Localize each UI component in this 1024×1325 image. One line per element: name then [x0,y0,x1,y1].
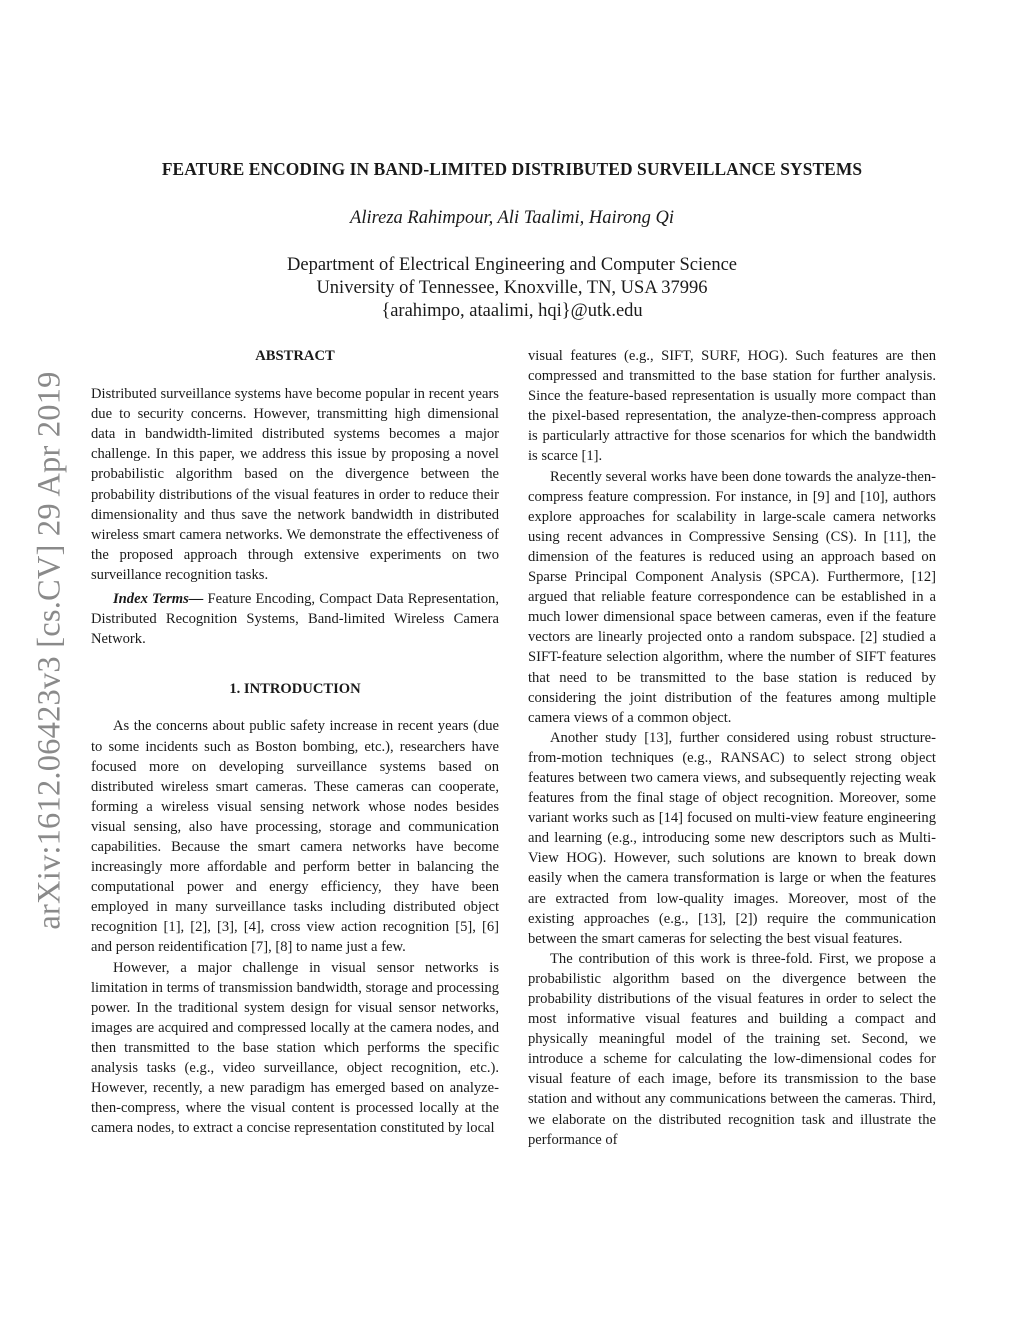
index-terms-label: Index Terms— [113,591,204,608]
affiliation-department: Department of Electrical Engineering and Computer Science [287,255,737,275]
affiliation-emails: {arahimpo, ataalimi, hqi}@utk.edu [381,301,643,321]
introduction-heading: 1. INTRODUCTION [229,681,361,698]
right-paragraph-2: Recently several works have been done towards the analyze-then-compress feature compression. For instance, in [9] and [10], authors explore approaches for scalability in large-scale camera networks using recent advances in Compressive Sensing (CS). In [11], the dimension of the features is reduced using an approach based on Sparse Principal Component Analysis (SPCA). Furthermore, [12] argued that reliable feature correspondence can be established in a much lower dimensional space between cameras, even if the feature vectors are linearly projected onto a random subspace. [2] studied a SIFT-feature selection algorithm, where the number of SIFT features that need to be transmitted to the base station is reduced by considering the joint distribution of the features among multiple camera views of a common object. [528,468,936,726]
right-paragraph-1: visual features (e.g., SIFT, SURF, HOG). Such features are then compressed and transmitted to the base station for further analysis. Since the feature-based representation is usually more compact than the pixel-based representation, the analyze-then-compress approach is particularly attractive for those scenarios for which the bandwidth is scarce [1]. [528,348,936,465]
right-column [528,346,936,1150]
left-column [91,346,499,1138]
abstract-text: Distributed surveillance systems have become popular in recent years due to security concerns. However, transmitting high dimensional data in bandwidth-limited distributed systems becomes a major challenge. In this paper, we address this issue by proposing a novel probabilistic algorithm based on the divergence between the probability distributions of the visual features in order to reduce their dimensionality and thus save the network bandwidth in distributed wireless smart camera networks. We demonstrate the effectiveness of the proposed approach through extensive experiments on two surveillance recognition tasks. [91,386,499,583]
affiliation-block [0,254,1024,323]
arxiv-identifier-stamp [30,350,70,950]
paper-title: FEATURE ENCODING IN BAND-LIMITED DISTRIBUTED SURVEILLANCE SYSTEMS [161,159,863,179]
intro-paragraph-1: As the concerns about public safety increase in recent years (due to some incidents such as Boston bombing, etc.), researchers have focused more on developing surveillance systems based on distributed wireless smart cameras. These cameras can cooperate, forming a wireless visual sensing network whose nodes besides visual sensing, also have processing, storage and communication capabilities. Because the smart camera networks have become increasingly more affordable and perform better in balancing the computational power and energy efficiency, they have been employed in many surveillance tasks including distributed object recognition [1], [2], [3], [4], cross view action recognition [5], [6] and person reidentification [7], [8] to name just a few. [91,718,499,956]
intro-paragraph-2: However, a major challenge in visual sensor networks is limitation in terms of transmission bandwidth, storage and processing power. In the traditional system design for visual sensor networks, images are acquired and compressed locally at the camera nodes, and then transmitted to the base station which performs the specific analysis tasks (e.g., video surveillance, object recognition, etc.). However, recently, a new paradigm has emerged based on analyze-then-compress, where the visual content is processed locally at the camera nodes, to extract a concise representation constituted by local [91,959,499,1137]
index-terms-text: Feature Encoding, Compact Data Representation, Distributed Recognition Systems, Band-limited Wireless Camera Network. [91,591,499,648]
affiliation-university: University of Tennessee, Knoxville, TN, USA 37996 [316,278,708,298]
right-paragraph-3: Another study [13], further considered using robust structure-from-motion techniques (e.g., RANSAC) to select strong object features between two camera views, and subsequently rejecting weak features from the final stage of object recognition. Moreover, some variant works such as [14] focused on multi-view feature engineering and learning (e.g., introducing some new descriptors such as Multi-View HOG). However, such solutions are known to break down easily when the camera transformation is large or when the features are extracted from low-quality images. Moreover, most of the existing approaches (e.g., [13], [2]) require the communication between the smart cameras for selecting the best visual features. [528,729,936,947]
abstract-heading: ABSTRACT [255,348,335,364]
index-terms [91,589,499,649]
right-paragraph-4: The contribution of this work is three-fold. First, we propose a probabilistic algorithm based on the divergence between the probability distributions of the visual features in order to select the most informative visual features and building a compact and physically meaningful model of the training set. Second, we introduce a scheme for calculating the low-dimensional codes for visual feature of each image, before its transmission to the base station and without any communications between the cameras. Third, we elaborate on the distributed recognition task and illustrate the performance of [528,950,936,1148]
paper-authors: Alireza Rahimpour, Ali Taalimi, Hairong Qi [350,208,674,228]
arxiv-id-text: arXiv:1612.06423v3 [cs.CV] 29 Apr 2019 [31,370,68,930]
